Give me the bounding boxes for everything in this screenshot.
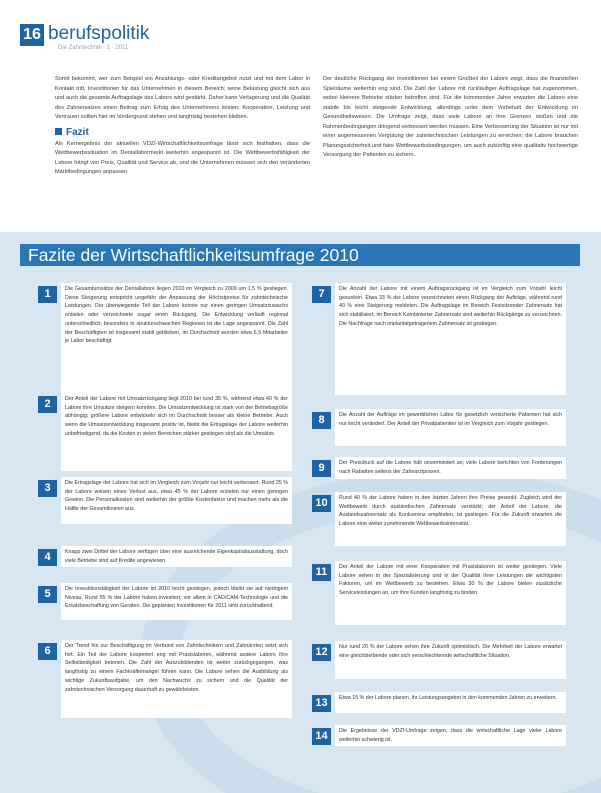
summary-item-5 bbox=[38, 583, 292, 620]
intro-column-right bbox=[323, 75, 578, 161]
item-number: 4 bbox=[38, 549, 57, 566]
item-text: Der Preisdruck auf die Labore hält unvermindert an; viele Labore berichten von Forderungen nach Rabatten seitens der Zahnarztpraxen. bbox=[335, 457, 566, 479]
item-number: 5 bbox=[38, 586, 57, 603]
summary-item-3 bbox=[38, 477, 292, 524]
summary-item-9 bbox=[312, 457, 566, 479]
summary-item-1 bbox=[38, 283, 292, 393]
intro-column-left bbox=[55, 75, 310, 178]
section-banner: Fazite der Wirtschaftlichkeitsumfrage 2010 bbox=[20, 244, 580, 266]
summary-item-13 bbox=[312, 692, 566, 713]
item-text: Nur rund 20 % der Labore sehen ihre Zukunft optimistisch. Die Mehrheit der Labore erwartet eine gleichbleibende oder sich verschlechternde wirtschaftliche Situation. bbox=[335, 641, 566, 679]
summary-item-12 bbox=[312, 641, 566, 679]
item-number: 14 bbox=[312, 728, 331, 745]
item-number: 11 bbox=[312, 564, 331, 581]
item-number: 12 bbox=[312, 644, 331, 661]
intro-paragraph-right: Der deutliche Rückgang der Investitionen bei einem Großteil der Labore zeigt, dass die finanziellen Spielräume weiterhin eng sind. Die Zahl der Labore mit rückläufiger Auftragslage hat zugenommen, wobei kleinere Betriebe stärker betroffen sind. Für die kommenden Jahre erwarten die Labore eine stabile bis leicht steigende Entwicklung, allerdings unter dem Vorbehalt der Entwicklung im Gesundheitswesen. Die Umfrage zeigt, dass viele Labore an ihre Grenzen stoßen und die Rahmenbedingungen dringend verbessert werden müssen. Eine Verbesserung der Situation ist nur mit einer angemessenen Vergütung der zahntechnischen Leistungen zu erreichen; die Labore brauchen Planungssicherheit und faire Wettbewerbsbedingungen, um auch zukünftig eine qualitativ hochwertige Versorgung der Patienten zu sichern. bbox=[323, 76, 578, 158]
item-text: Rund 40 % der Labore haben in den letzten Jahren ihre Preise gesenkt. Zugleich wird der Wettbewerb durch ausländischen Zahnersatz verstärkt; der Anteil der Labore, die Auslandszahnersatz als Konkurrenz empfinden, ist gestiegen. Für die Zukunft erwarten die Labore eine weiter zunehmende Wettbewerbsintensität. bbox=[335, 492, 566, 546]
item-text: Die Gesamtumsätze der Dentallabore liegen 2010 im Vergleich zu 2009 um 1,5 % gestiegen. Diese Steigerung entspricht ungefähr der Anpassung der Höchstpreise für zahntechnische Leistungen. Der überwiegende Teil der Labore konnte nur einen geringen Umsatzzuwachs erzielen oder verzeichnete sogar einen Rückgang. Die Entwicklung verläuft regional unterschiedlich; besonders in strukturschwachen Regionen ist die Lage angespannt. Die Zahl der Beschäftigten ist insgesamt stabil geblieben, im Durchschnitt wurden etwa 6,5 Mitarbeiter je Labor beschäftigt. bbox=[61, 283, 292, 393]
issue-line: Die Zahntechnik · 1 · 2011 bbox=[58, 45, 129, 51]
item-number: 7 bbox=[312, 286, 331, 303]
fazit-paragraph: Als Kernergebnis der aktuellen VDZI-Wirtschaftlichkeitsumfrage lässt sich festhalten, dass die Wettbewerbssituation im Dentallabormarkt weiterhin angespannt ist. Die Wettbewerbsfähigkeit der Labore hängt von Preis, Qualität und Service ab, und die Unternehmen müssen sich den veränderten Marktbedingungen anpassen. bbox=[55, 140, 310, 175]
item-number: 1 bbox=[38, 286, 57, 303]
intro-paragraph: Somit bekommt, wer zum Beispiel ein Anzahlungs- oder Kreditangebot nutzt und mit dem Labor in Kontakt tritt, Investitionen für das Unternehmen in diesem Bereich; seine Belastung gleicht sich aus und auch die gesamte Auftragslage des Labors wird gestärkt. Daher kann Verlagerung und die Qualität des Zahnersatzes einen Beitrag zum Erfolg des Unternehmens leisten; Kooperation, Leistung und Vertrauen sollten hier im Vordergrund stehen und langfristig bestehen bleiben. bbox=[55, 76, 310, 120]
item-text: Etwa 15 % der Labore planen, ihr Leistungsangebot in den kommenden Jahren zu erweitern. bbox=[335, 692, 566, 713]
item-number: 10 bbox=[312, 495, 331, 512]
item-text: Die Anzahl der Labore mit einem Auftragsrückgang ist im Vergleich zum Vorjahr leicht gesunken. Etwa 33 % der Labore verzeichneten einen Rückgang der Aufträge, während rund 40 % eine Steigerung meldeten. Die Auftragslage im Bereich Festsitzender Zahnersatz hat sich stabilisiert, im Bereich Kombinierter Zahnersatz sind weiterhin Rückgänge zu verzeichnen. Die Nachfrage nach implantatgetragenem Zahnersatz ist gestiegen. bbox=[335, 283, 566, 395]
page-number: 16 bbox=[20, 24, 44, 46]
item-text: Die Ergebnisse der VDZI-Umfrage zeigen, dass die wirtschaftliche Lage vieler Labore weiterhin schwierig ist. bbox=[335, 725, 566, 746]
section-title: berufspolitik bbox=[48, 23, 150, 44]
summary-item-8 bbox=[312, 409, 566, 446]
summary-item-4 bbox=[38, 546, 292, 567]
item-number: 8 bbox=[312, 412, 331, 429]
item-text: Die Anzahl der Aufträge im gewerblichen Labor für gesetzlich versicherte Patienten hat sich nur leicht verändert. Der Anteil der Privatpatienten ist im Vergleich zum Vorjahr gestiegen. bbox=[335, 409, 566, 446]
item-text: Knapp zwei Drittel der Labore verfügen über eine ausreichende Eigenkapitalausstattung, doch viele Betriebe sind auf Kredite angewiesen. bbox=[61, 546, 292, 567]
item-text: Der Trend hin zur Beschäftigung im Verbund von Zahntechnikern und Zahnärzten setzt sich fort. Ein Teil der Labore kooperiert eng mit Praxislaboren, während andere Labore ihre Selbständigkeit betonen. Die Zahl der Auszubildenden ist weiter zurückgegangen, was langfristig zu einem Fachkräftemangel führen kann. Die Labore sehen die Ausbildung als wichtige Zukunftsaufgabe, um den Nachwuchs zu sichern und die Qualität der zahntechnischen Versorgung dauerhaft zu gewährleisten. bbox=[61, 640, 292, 718]
summary-item-10 bbox=[312, 492, 566, 546]
square-bullet-icon bbox=[55, 128, 62, 135]
fazit-heading-text: Fazit bbox=[66, 126, 89, 138]
summary-item-11 bbox=[312, 561, 566, 625]
fazit-heading bbox=[55, 127, 310, 139]
item-number: 9 bbox=[312, 460, 331, 477]
summary-item-6 bbox=[38, 640, 292, 718]
item-number: 2 bbox=[38, 396, 57, 413]
item-number: 6 bbox=[38, 643, 57, 660]
item-number: 3 bbox=[38, 480, 57, 497]
summary-item-2 bbox=[38, 393, 292, 471]
item-text: Die Ertragslage der Labore hat sich im Vergleich zum Vorjahr nur leicht verbessert. Rund 25 % der Labore weisen einen Verlust aus, etwa 45 % der Labore erzielen nur einen geringen Gewinn. Die Personalkosten sind weiterhin der größte Kostenfaktor und machen mehr als die Hälfte der Gesamtkosten aus. bbox=[61, 477, 292, 524]
item-text: Die Investitionstätigkeit der Labore ist 2010 leicht gestiegen, jedoch bleibt sie auf niedrigem Niveau. Rund 55 % der Labore haben investiert, vor allem in CAD/CAM-Technologie und die Ersatzbeschaffung von Geräten. Die geplanten Investitionen für 2011 sind zurückhaltend. bbox=[61, 583, 292, 620]
summary-item-7 bbox=[312, 283, 566, 395]
summary-item-14 bbox=[312, 725, 566, 746]
item-text: Der Anteil der Labore mit Umsatzrückgang liegt 2010 bei rund 35 %, während etwa 40 % der Labore ihre Umsätze steigern konnten. Die Umsatzentwicklung ist stark von der Betriebsgröße abhängig; größere Labore entwickeln sich im Durchschnitt besser als kleine Betriebe. Auch wenn die Umsatzentwicklung insgesamt positiv ist, bleibt die Ertragslage der Labore weiterhin unbefriedigend, da die Kosten in vielen Bereichen stärker gestiegen sind als die Umsätze. bbox=[61, 393, 292, 471]
item-text: Der Anteil der Labore mit einer Kooperation mit Praxislaboren ist weiter gestiegen. Viele Labore sehen in der Spezialisierung und in der Qualität ihrer Leistungen die wichtigsten Faktoren, um im Wettbewerb zu bestehen. Etwa 30 % der Labore bieten zusätzliche Serviceleistungen an, um ihre Kunden langfristig zu binden. bbox=[335, 561, 566, 625]
item-number: 13 bbox=[312, 695, 331, 712]
